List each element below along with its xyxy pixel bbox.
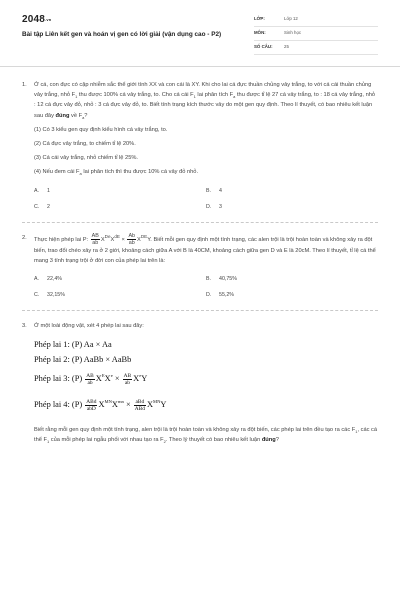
meta-subject-row <box>254 27 378 41</box>
answer-option-d[interactable]: D. 3 <box>206 203 222 210</box>
question-divider <box>22 222 378 223</box>
logo-suffix: .vn <box>45 16 52 22</box>
answer-row <box>34 187 378 196</box>
statement-2: (2) Cá đực vảy trắng, to chiếm tỉ lệ 20%. <box>34 141 136 148</box>
question-number: 3. <box>22 323 27 330</box>
question-text: Ở một loài động vật, xét 4 phép lai sau đây: <box>34 323 144 330</box>
meta-class-key: LỚP: <box>254 16 265 21</box>
statement-4: (4) Nếu đem cái $F_a$ lai phân tích thì thu được 10% cá vảy đỏ nhỏ. <box>34 169 199 177</box>
answer-option-c[interactable]: C. 2 <box>34 203 50 210</box>
answer-option-d[interactable]: D. 55,2% <box>206 292 235 299</box>
genotype-fraction: $\frac{AB}{ab}$ <box>91 232 99 246</box>
meta-subject-value: Sinh học <box>284 30 302 35</box>
document-meta <box>254 13 378 55</box>
logo-text: 2048 <box>22 14 46 25</box>
meta-count-key: SỐ CÂU: <box>254 44 273 49</box>
answer-option-b[interactable]: B. 40,75% <box>206 276 237 283</box>
meta-subject-key: MÔN: <box>254 30 266 35</box>
cross-4: Phép lai 4: (P) $\frac{\text{ABd}}{\text{abD}}$ $X^{MN}X^{mn}$ × $\frac{\text{aBd}}{\text{ABd}}$ $X^{MN}Y$ <box>34 398 167 412</box>
meta-class-row <box>254 13 378 27</box>
answer-row <box>34 291 378 300</box>
meta-count-value: 25 <box>284 44 289 49</box>
question-list <box>22 80 378 446</box>
statement-3: (3) Cá cái vảy trắng, nhỏ chiếm tỉ lệ 25%. <box>34 155 139 162</box>
question-number: 2. <box>22 234 27 241</box>
question-text: Thực hiện phép lai P: $\frac{AB}{ab}$ XDeXdE × $\frac{Ab}{ab}$ XDEY. Biết mỗi gen quy định một tính trạng, các alen trội là trội hoàn toàn và không xảy ra đột biến, trao đổi chéo xảy ra ở 2 giới, khoảng cách giữa A với B là 40CM, khoảng cách giữa gen D và E là 20cM. Theo lí thuyết, tỉ lệ cá thể mang 3 tính trạng trội ở đời con của phép lai trên là: <box>34 232 376 264</box>
answer-option-b[interactable]: B. 4 <box>206 187 222 194</box>
genotype-fraction: $\frac{Ab}{ab}$ <box>128 232 136 246</box>
question-number: 1. <box>22 82 27 88</box>
cross-list <box>34 337 378 417</box>
cross-1: Phép lai 1: (P) Aa × Aa <box>34 340 112 350</box>
document-header <box>0 0 400 67</box>
question-text-2: Biết rằng mỗi gen quy định một tính trạng, alen trội là trội hoàn toàn và không xảy ra đột biến, các phép lai trên đều tạo ra các $F_1$, các cá thể $F_1$ của mỗi phép lai ngẫu phối với nhau tạo ra $F_2$. Theo lý thuyết có bao nhiêu kết luận đúng? <box>34 427 378 445</box>
statement-1: (1) Có 3 kiểu gen quy định kiểu hình cá vảy trắng, to. <box>34 126 168 133</box>
question-1 <box>22 80 378 212</box>
meta-count-row <box>254 41 378 55</box>
question-divider <box>22 310 378 311</box>
document-title: Bài tập Liên kết gen và hoán vị gen có lời giải (vận dụng cao - P2) <box>22 31 222 38</box>
cross-3: Phép lai 3: (P) $\frac{AB}{ab}$ $X^EX^e$ × $\frac{AB}{ab}$ XeY <box>34 372 148 386</box>
answer-row <box>34 275 378 284</box>
answer-option-c[interactable]: C. 32,15% <box>34 292 65 299</box>
question-text: Ở cá, con đực có cặp nhiễm sắc thể giới tính XX và con cái là XY. Khi cho lai cá đực thuần chủng vảy trắng, to với cá cái thuần chủng vảy trắng, nhỏ $F_1$ thu được 100% cá vảy trắng, to. Cho cá cái $F_1$ lai phân tích $F_a$ thu được tỉ lệ 27 cá vảy trắng, to : 18 cá vảy trắng, nhỏ : 12 cá đực vảy đỏ, nhỏ : 3 cá đực vảy đỏ, to. Biết tính trạng kích thước vảy do một gen quy định. Theo lí thuyết, có bao nhiêu kết luận sau đây đúng về $F_a$? <box>34 82 376 120</box>
answer-row <box>34 203 378 212</box>
question-3 <box>22 321 378 446</box>
question-2 <box>22 233 378 300</box>
meta-class-value: Lớp 12 <box>284 16 298 21</box>
cross-2: Phép lai 2: (P) AaBb × AaBb <box>34 355 132 365</box>
site-logo[interactable] <box>22 14 51 25</box>
answer-option-a[interactable]: A. 1 <box>34 187 50 194</box>
answer-option-a[interactable]: A. 22,4% <box>34 276 63 283</box>
